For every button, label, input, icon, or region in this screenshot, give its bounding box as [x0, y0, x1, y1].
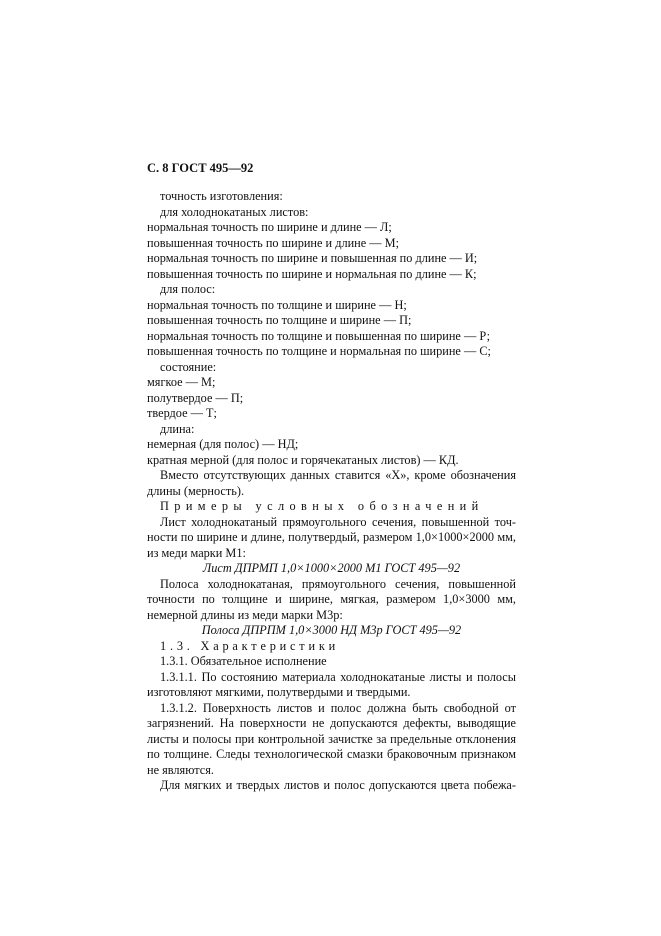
text-line: полутвердое — П;	[147, 390, 244, 405]
text-line: Вместо отсутствующих данных ставится «Х», кроме обозначения	[160, 468, 516, 482]
section-heading: Примеры условных обозначений	[160, 499, 484, 513]
text-line: листы и полосы при контрольной зачистке за предельные отклонения	[147, 731, 516, 746]
text-line: Полоса холоднокатаная, прямоугольного сечения, повышенной	[160, 576, 516, 591]
text-line: 1.3.1.1. По состоянию материала холоднокатаные листы и полосы	[160, 669, 516, 684]
text-line: повышенная точность по толщине и нормальная по ширине — С;	[147, 344, 491, 358]
text-line: из меди марки М1:	[147, 545, 246, 560]
text-line: для полос:	[160, 282, 216, 296]
text-line: твердое — Т;	[147, 406, 217, 420]
text-line: состояние:	[160, 359, 217, 374]
text-line: Лист холоднокатаный прямоугольного сечения, повышенной точ-	[160, 514, 516, 529]
text-line: длины (мерность).	[147, 483, 245, 498]
text-line: 1.3.1.2. Поверхность листов и полос должна быть свободной от	[160, 700, 516, 715]
text-line: немерная (для полос) — НД;	[147, 437, 299, 451]
text-line: загрязнений. На поверхности не допускаются дефекты, выводящие	[147, 716, 516, 730]
section-heading: 1.3. Характеристики	[160, 638, 340, 653]
document-body	[147, 189, 516, 794]
text-line: точность изготовления:	[160, 189, 283, 203]
text-line: повышенная точность по толщине и ширине — П;	[147, 313, 412, 327]
text-line: нормальная точность по ширине и длине — Л;	[147, 220, 392, 234]
text-line: точности по толщине и ширине, мягкая, размером 1,0×3000 мм,	[147, 592, 516, 606]
designation-example: Полоса ДПРПМ 1,0×3000 НД М3р ГОСТ 495—92	[201, 623, 462, 637]
page-header: С. 8 ГОСТ 495—92	[147, 161, 254, 175]
text-line: немерной длины из меди марки М3р:	[147, 607, 343, 622]
text-line: по толщине. Следы технологической смазки браковочным признаком	[147, 747, 516, 761]
text-line: нормальная точность по толщине и повышенная по ширине — Р;	[147, 328, 491, 343]
text-line: нормальная точность по толщине и ширине — Н;	[147, 297, 407, 312]
text-line: длина:	[160, 421, 195, 436]
designation-example: Лист ДПРМП 1,0×1000×2000 М1 ГОСТ 495—92	[202, 561, 461, 575]
text-line: кратная мерной (для полос и горячекатаных листов) — КД.	[147, 452, 459, 467]
text-line: не являются.	[147, 762, 214, 777]
text-line: повышенная точность по ширине и длине — М;	[147, 235, 400, 250]
text-line: Для мягких и твердых листов и полос допускаются цвета побежа-	[160, 778, 516, 792]
text-line: ности по ширине и длине, полутвердый, размером 1,0×1000×2000 мм,	[147, 530, 516, 544]
text-line: для холоднокатаных листов:	[160, 204, 309, 219]
text-line: 1.3.1. Обязательное исполнение	[160, 654, 327, 668]
text-line: повышенная точность по ширине и нормальная по длине — К;	[147, 266, 477, 281]
text-line: мягкое — М;	[147, 375, 216, 389]
text-line: нормальная точность по ширине и повышенная по длине — И;	[147, 251, 478, 265]
text-line: изготовляют мягкими, полутвердыми и твердыми.	[147, 685, 411, 699]
